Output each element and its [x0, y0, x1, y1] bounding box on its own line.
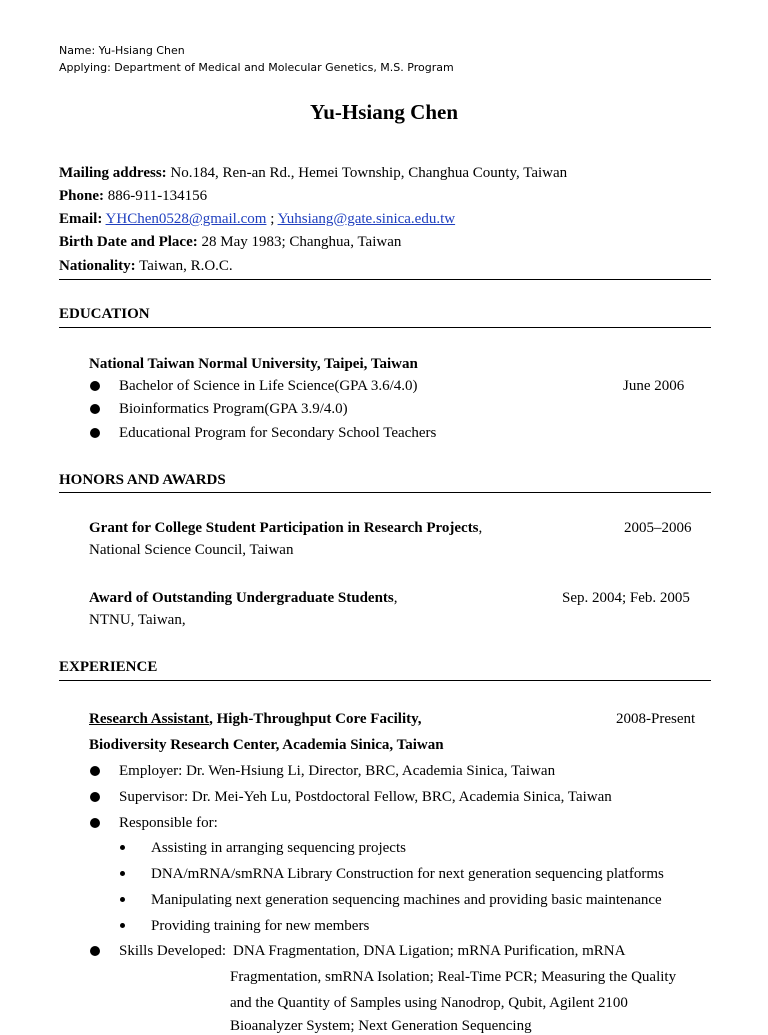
email-link-gmail[interactable]: YHChen0528@gmail.com: [105, 211, 267, 227]
experience-item: Responsible for:: [119, 815, 218, 831]
bullet-icon: [90, 428, 100, 438]
honors-heading: HONORS AND AWARDS: [59, 472, 226, 488]
section-divider: [59, 279, 711, 280]
bullet-icon: [90, 381, 100, 391]
document-title: Yu-Hsiang Chen: [309, 100, 459, 124]
skills-line: DNA Fragmentation, DNA Ligation; mRNA Purification, mRNA: [233, 943, 626, 959]
award-date: 2005–2006: [624, 520, 692, 536]
award-title-suffix: ,: [393, 590, 398, 606]
section-divider: [59, 492, 711, 493]
experience-sub-item: DNA/mRNA/smRNA Library Construction for next generation sequencing platforms: [151, 866, 664, 882]
bullet-icon: [90, 818, 100, 828]
sub-bullet-icon: [120, 897, 125, 902]
award-title-row: [89, 589, 398, 607]
skills-label: Skills Developed:: [119, 943, 227, 959]
experience-role-row: [89, 710, 422, 728]
education-date: June 2006: [623, 378, 685, 394]
skills-line: and the Quantity of Samples using Nanodrop, Qubit, Agilent 2100: [230, 995, 628, 1011]
experience-date: 2008-Present: [616, 711, 696, 727]
education-heading: EDUCATION: [59, 306, 150, 322]
award-title: Grant for College Student Participation in Research Projects: [89, 520, 479, 536]
applicant-name-line: Name: Yu-Hsiang Chen: [59, 44, 185, 57]
phone-value: 886-911-134156: [107, 188, 208, 204]
skills-line: Fragmentation, smRNA Isolation; Real-Time PCR; Measuring the Quality: [230, 969, 677, 985]
email-link-sinica[interactable]: Yuhsiang@gate.sinica.edu.tw: [277, 211, 456, 227]
experience-item: Employer: Dr. Wen-Hsiung Li, Director, BRC, Academia Sinica, Taiwan: [119, 763, 556, 779]
experience-sub-item: Providing training for new members: [151, 918, 370, 934]
email-row: [59, 210, 455, 228]
nationality-value: Taiwan, R.O.C.: [139, 258, 233, 274]
section-divider: [59, 680, 711, 681]
bullet-icon: [90, 792, 100, 802]
bullet-icon: [90, 946, 100, 956]
phone-row: [59, 187, 207, 205]
birth-row: [59, 233, 401, 251]
skills-line: Bioanalyzer System; Next Generation Sequencing: [230, 1018, 532, 1034]
education-school: National Taiwan Normal University, Taipei, Taiwan: [89, 356, 418, 372]
experience-heading: EXPERIENCE: [59, 659, 158, 675]
award-title-row: [89, 519, 482, 537]
award-date: Sep. 2004; Feb. 2005: [562, 590, 690, 606]
experience-sub-item: Assisting in arranging sequencing projects: [151, 840, 406, 856]
section-divider: [59, 327, 711, 328]
mailing-address-value: No.184, Ren-an Rd., Hemei Township, Changhua County, Taiwan: [170, 165, 568, 181]
bullet-icon: [90, 766, 100, 776]
experience-org: Biodiversity Research Center, Academia Sinica, Taiwan: [89, 737, 444, 753]
experience-sub-item: Manipulating next generation sequencing machines and providing basic maintenance: [151, 892, 662, 908]
award-org: NTNU, Taiwan,: [89, 612, 186, 628]
sub-bullet-icon: [120, 871, 125, 876]
experience-role: Research Assistant: [89, 711, 210, 727]
award-title: Award of Outstanding Undergraduate Students: [89, 590, 394, 606]
email-label: Email:: [59, 211, 103, 227]
education-item: Educational Program for Secondary School Teachers: [119, 425, 437, 441]
mailing-address-row: [59, 164, 567, 182]
experience-role-rest: , High-Throughput Core Facility,: [209, 711, 422, 727]
birth-label: Birth Date and Place:: [59, 234, 198, 250]
education-item: Bachelor of Science in Life Science(GPA 3.6/4.0): [119, 378, 418, 394]
sub-bullet-icon: [120, 845, 125, 850]
bullet-icon: [90, 404, 100, 414]
award-title-suffix: ,: [478, 520, 483, 536]
nationality-label: Nationality:: [59, 258, 136, 274]
award-org: National Science Council, Taiwan: [89, 542, 294, 558]
applying-program-line: Applying: Department of Medical and Molecular Genetics, M.S. Program: [59, 61, 454, 74]
education-item: Bioinformatics Program(GPA 3.9/4.0): [119, 401, 348, 417]
birth-value: 28 May 1983; Changhua, Taiwan: [201, 234, 402, 250]
mailing-address-label: Mailing address:: [59, 165, 167, 181]
sub-bullet-icon: [120, 923, 125, 928]
phone-label: Phone:: [59, 188, 104, 204]
email-separator: ;: [270, 211, 275, 227]
experience-item: Supervisor: Dr. Mei-Yeh Lu, Postdoctoral Fellow, BRC, Academia Sinica, Taiwan: [119, 789, 612, 805]
nationality-row: [59, 257, 233, 275]
